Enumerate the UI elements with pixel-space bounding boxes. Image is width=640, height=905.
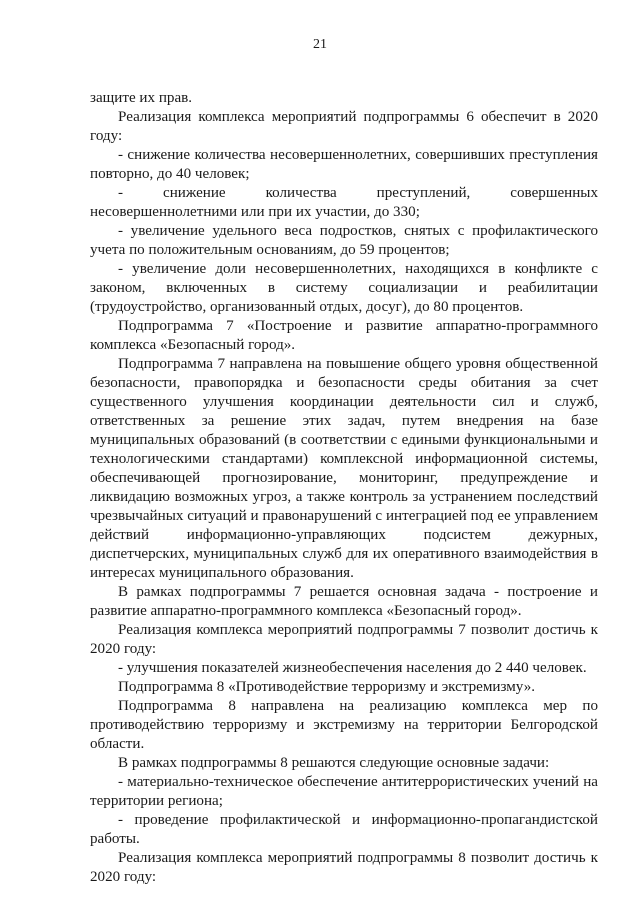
paragraph: Реализация комплекса мероприятий подпрограммы 8 позволит достичь к 2020 году: [90,850,598,885]
paragraph: Подпрограмма 7 направлена на повышение общего уровня общественной безопасности, правопорядка и безопасности среды обитания за счет существенного улучшения координации деятельности сил и служб, ответственных за решение этих задач, путем внедрения на базе муниципальных образований (в соответствии с едиными функциональными и технологическими стандартами) комплексной информационной системы, обеспечивающей прогнозирование, мониторинг, предупреждение и ликвидацию возможных угроз, а также контроль за устранением последствий чрезвычайных ситуаций и правонарушений с интеграцией под ее управлением действий информационно-управляющих подсистем дежурных, диспетчерских, муниципальных служб для их оперативного взаимодействия в интересах муниципального образования. [90,356,598,581]
page-number: 21 [313,37,327,52]
paragraph: В рамках подпрограммы 7 решается основная задача - построение и развитие аппаратно-программного комплекса «Безопасный город». [90,584,598,619]
paragraph: защите их прав. [90,90,193,106]
list-item: - увеличение удельного веса подростков, снятых с профилактического учета по положительным основаниям, до 59 процентов; [90,223,598,258]
list-item: - снижение количества преступлений, совершенных несовершеннолетними или при их участии, до 330; [90,185,598,220]
list-item: - увеличение доли несовершеннолетних, находящихся в конфликте с законом, включенных в систему социализации и реабилитации (трудоустройство, организованный отдых, досуг), до 80 процентов. [90,261,598,315]
paragraph: Реализация комплекса мероприятий подпрограммы 6 обеспечит в 2020 году: [90,109,598,144]
document-body [90,89,598,887]
list-item: - проведение профилактической и информационно-пропагандистской работы. [90,812,598,847]
paragraph: В рамках подпрограммы 8 решаются следующие основные задачи: [118,755,550,771]
list-item: - материально-техническое обеспечение антитеррористических учений на территории региона; [90,774,598,809]
list-item: - улучшения показателей жизнеобеспечения населения до 2 440 человек. [118,660,587,676]
list-item: - снижение количества несовершеннолетних, совершивших преступления повторно, до 40 человек; [90,147,598,182]
paragraph: Подпрограмма 8 направлена на реализацию комплекса мер по противодействию терроризму и экстремизму на территории Белгородской области. [90,698,598,752]
paragraph: Подпрограмма 7 «Построение и развитие аппаратно-программного комплекса «Безопасный город». [90,318,598,353]
paragraph: Реализация комплекса мероприятий подпрограммы 7 позволит достичь к 2020 году: [90,622,598,657]
paragraph: Подпрограмма 8 «Противодействие терроризму и экстремизму». [118,679,536,695]
